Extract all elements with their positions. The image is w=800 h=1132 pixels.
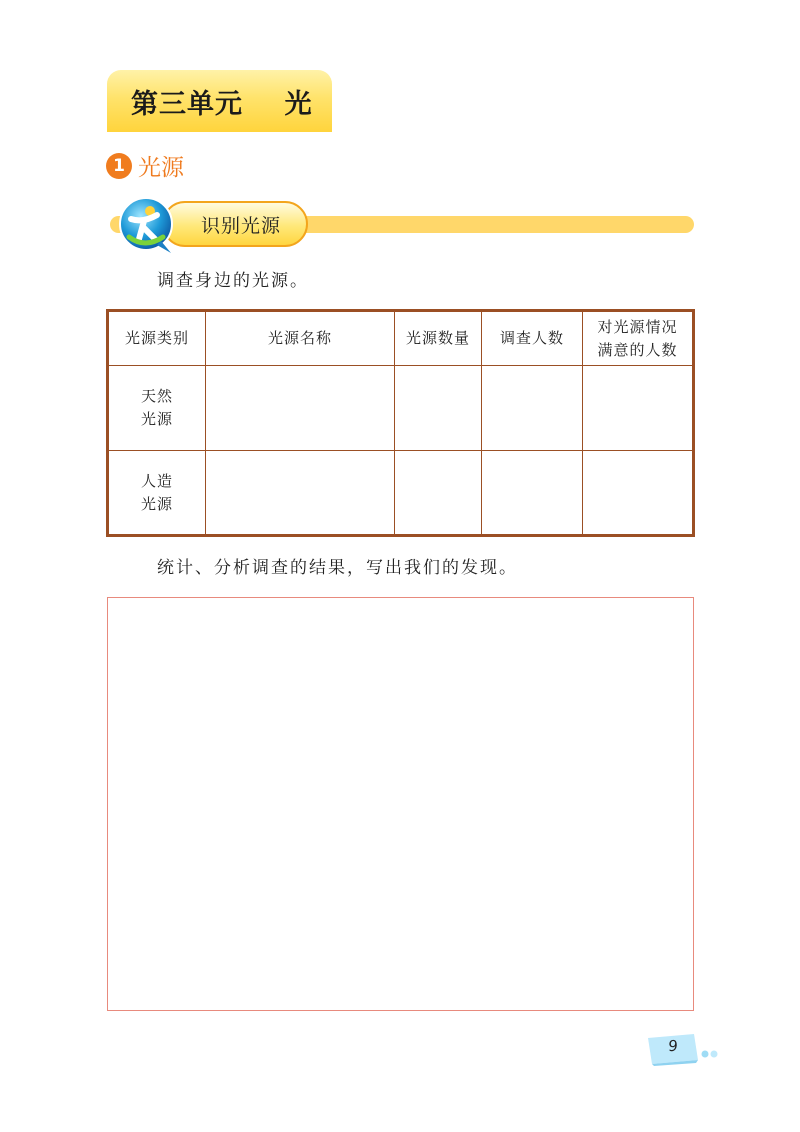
- activity-title: 识别光源: [200, 214, 281, 237]
- lesson-number-badge: 1: [106, 153, 132, 179]
- header-satisfied: 对光源情况满意的人数: [583, 311, 694, 366]
- page-number: 9: [667, 1037, 679, 1055]
- table-header-row: [108, 311, 694, 366]
- cell-count[interactable]: [395, 451, 482, 536]
- survey-table: [106, 309, 695, 537]
- cell-satisfied[interactable]: [583, 451, 694, 536]
- table-row: [108, 451, 694, 536]
- header-category: 光源类别: [108, 311, 206, 366]
- cell-surveyed[interactable]: [482, 366, 583, 451]
- header-count: 光源数量: [395, 311, 482, 366]
- cell-surveyed[interactable]: [482, 451, 583, 536]
- lesson-heading: [106, 149, 184, 182]
- lesson-title: 光源: [138, 155, 184, 181]
- row-category: 天然光源: [108, 366, 206, 451]
- unit-banner: [107, 70, 332, 132]
- cell-name[interactable]: [206, 366, 395, 451]
- unit-title: 第三单元 光: [131, 88, 313, 120]
- activity-label: [162, 201, 308, 247]
- table-row: [108, 366, 694, 451]
- cell-name[interactable]: [206, 451, 395, 536]
- header-surveyed: 调查人数: [482, 311, 583, 366]
- findings-answer-box[interactable]: [107, 597, 694, 1011]
- activity-figure-icon: [117, 197, 177, 255]
- header-name: 光源名称: [206, 311, 395, 366]
- cell-count[interactable]: [395, 366, 482, 451]
- row-category: 人造光源: [108, 451, 206, 536]
- analysis-instruction: 统计、分析调查的结果，写出我们的发现。: [157, 558, 518, 578]
- survey-instruction: 调查身边的光源。: [157, 271, 309, 291]
- cell-satisfied[interactable]: [583, 366, 694, 451]
